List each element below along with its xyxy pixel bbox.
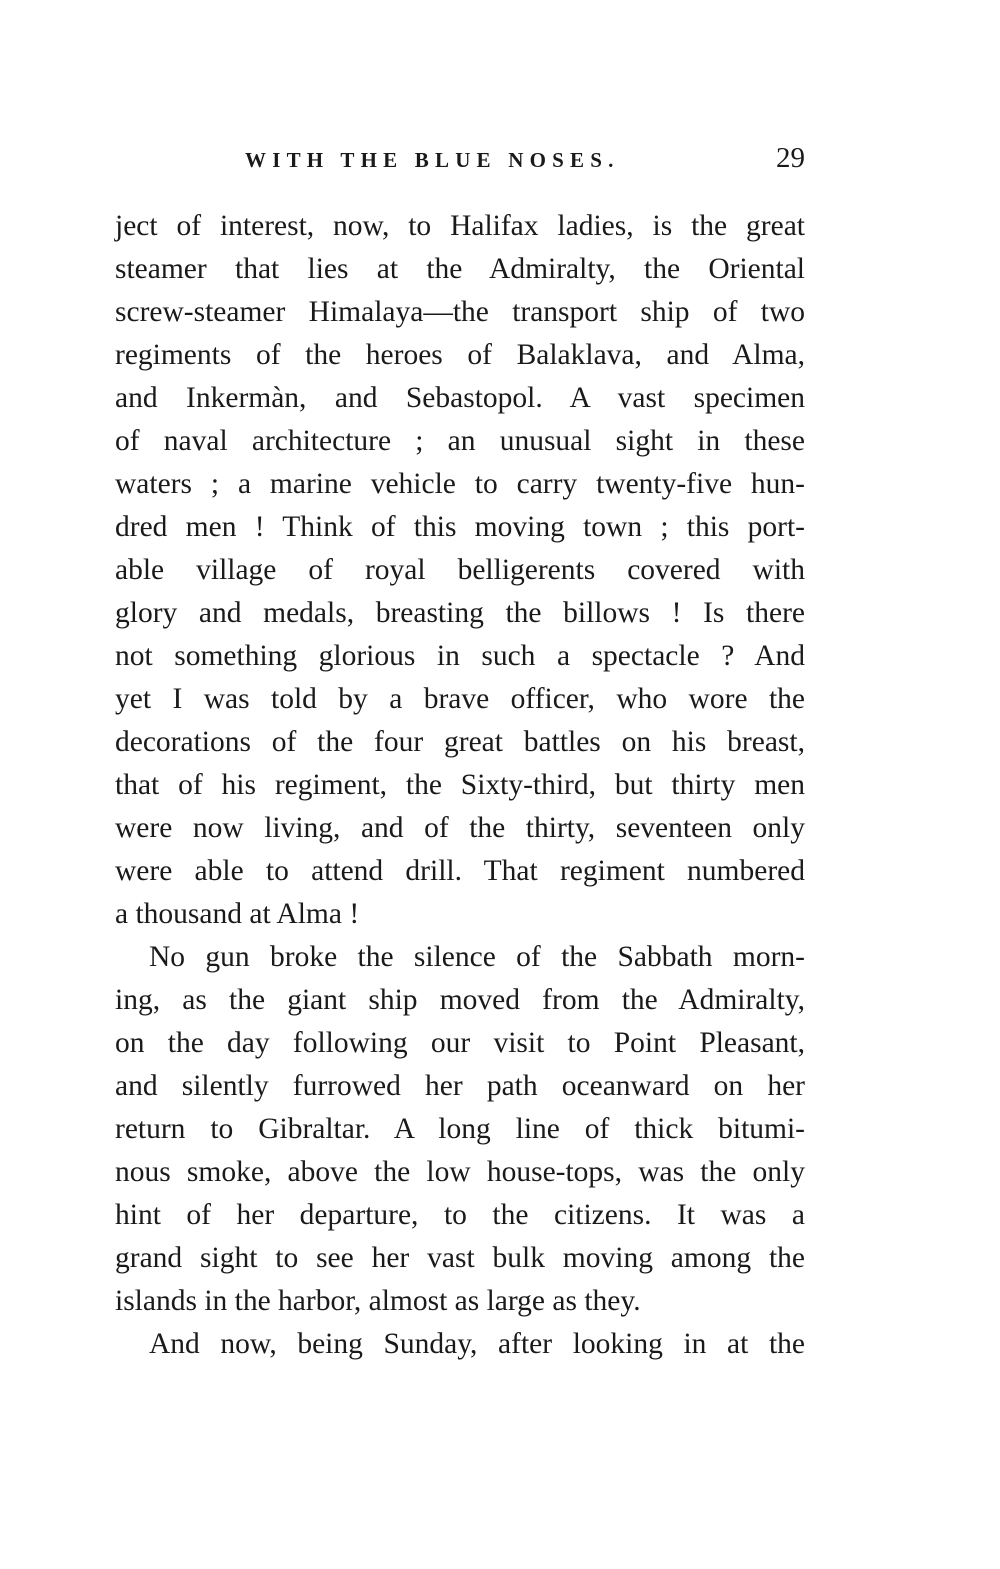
text-line: and Inkermàn, and Sebastopol. A vast specimen xyxy=(115,382,805,414)
text-line: and silently furrowed her path oceanward on her xyxy=(115,1070,805,1102)
text-line: nous smoke, above the low house-tops, was the only xyxy=(115,1156,805,1188)
text-line: glory and medals, breasting the billows ! Is there xyxy=(115,597,805,629)
text-line: screw-steamer Himalaya—the transport ship of two xyxy=(115,296,805,328)
paragraph-first-line: No gun broke the silence of the Sabbath morn- xyxy=(149,941,805,973)
text-line: steamer that lies at the Admiralty, the Oriental xyxy=(115,253,805,285)
text-line: dred men ! Think of this moving town ; this port- xyxy=(115,511,805,543)
text-line: ing, as the giant ship moved from the Admiralty, xyxy=(115,984,805,1016)
text-line: a thousand at Alma ! xyxy=(115,898,360,930)
text-line: waters ; a marine vehicle to carry twenty-five hun- xyxy=(115,468,805,500)
text-line: return to Gibraltar. A long line of thick bitumi- xyxy=(115,1113,805,1145)
running-title: WITH THE BLUE NOSES. xyxy=(245,148,620,172)
text-line: grand sight to see her vast bulk moving among the xyxy=(115,1242,805,1274)
text-line: ject of interest, now, to Halifax ladies, is the great xyxy=(115,210,805,242)
page-number: 29 xyxy=(776,142,805,174)
text-line: regiments of the heroes of Balaklava, and Alma, xyxy=(115,339,805,371)
text-line: were able to attend drill. That regiment numbered xyxy=(115,855,805,887)
text-line: on the day following our visit to Point Pleasant, xyxy=(115,1027,805,1059)
text-line: of naval architecture ; an unusual sight in these xyxy=(115,425,805,457)
text-line: that of his regiment, the Sixty-third, but thirty men xyxy=(115,769,805,801)
text-line: decorations of the four great battles on his breast, xyxy=(115,726,805,758)
running-head xyxy=(115,142,805,182)
text-line: yet I was told by a brave officer, who wore the xyxy=(115,683,805,715)
paragraph-first-line: And now, being Sunday, after looking in at the xyxy=(149,1328,805,1360)
text-line: hint of her departure, to the citizens. It was a xyxy=(115,1199,805,1231)
text-line: able village of royal belligerents covered with xyxy=(115,554,805,586)
text-line: not something glorious in such a spectacle ? And xyxy=(115,640,805,672)
text-line: islands in the harbor, almost as large as they. xyxy=(115,1285,641,1317)
text-line: were now living, and of the thirty, seventeen only xyxy=(115,812,805,844)
